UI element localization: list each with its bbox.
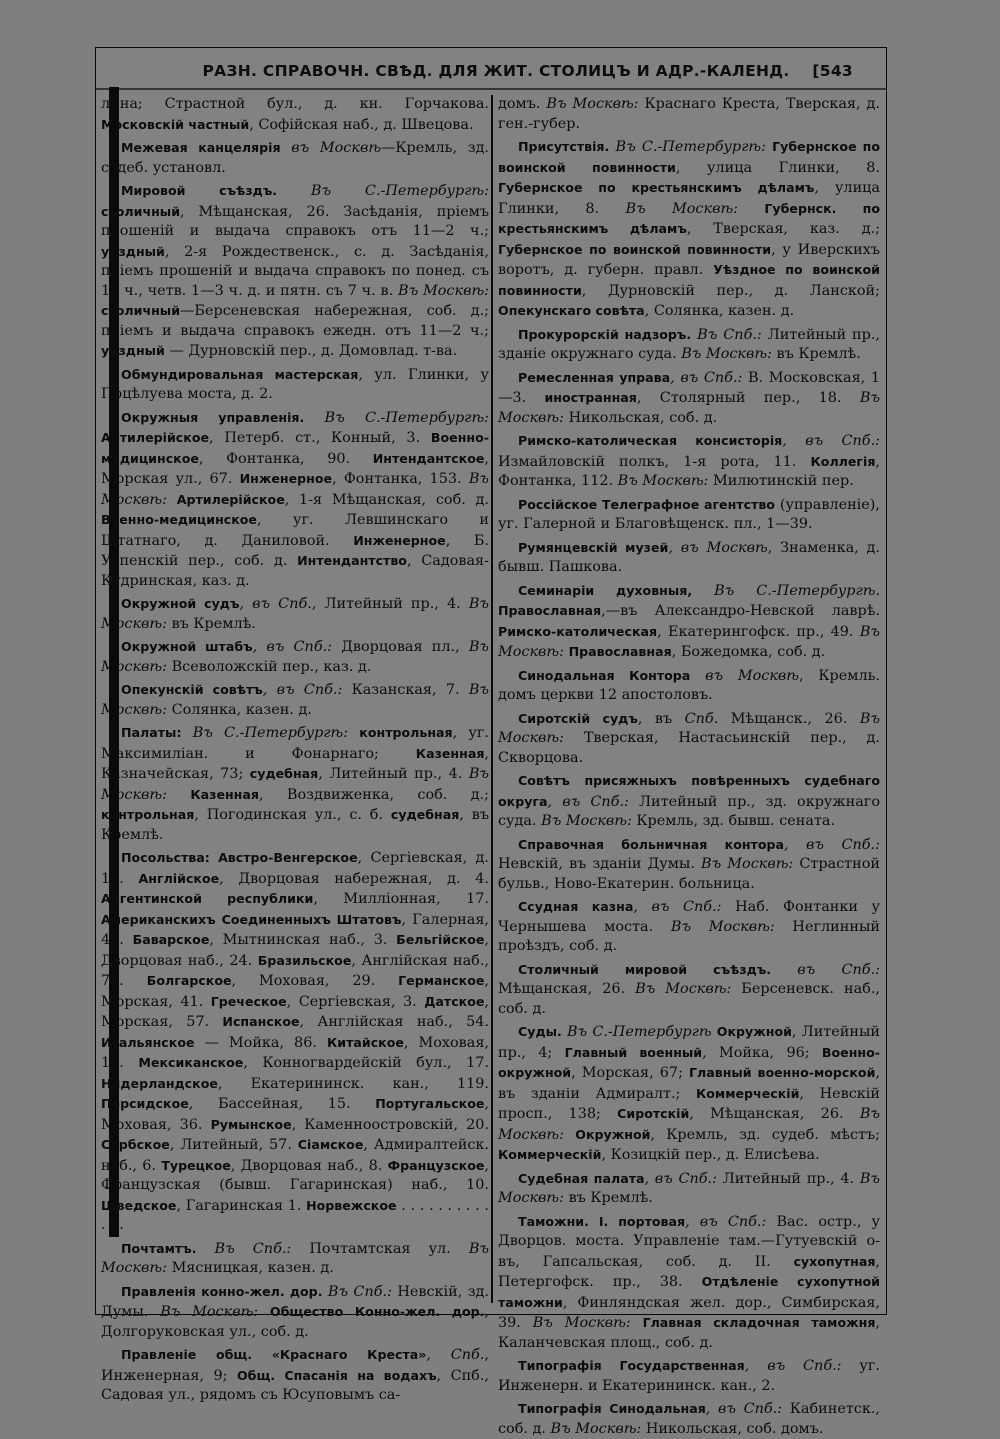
entry-city: Въ Москвѣ: — [498, 710, 880, 746]
entry-heading: Сиротскій — [617, 1106, 690, 1121]
entry-text: Невскій, зд. Думы. — [101, 1283, 489, 1320]
directory-entry — [101, 365, 489, 405]
entry-heading: Англійское — [138, 870, 220, 886]
entry-text: — Мойка, 86. — [194, 1034, 327, 1051]
entry-city: , въ Спб.: — [705, 1401, 790, 1417]
entry-heading: Казенная — [415, 745, 485, 761]
entry-text: , Сергіевская, д. 10. — [101, 850, 489, 887]
entry-heading: Столичный мировой съѣздъ. — [518, 961, 772, 977]
entry-text: , Финляндская жел. дор., Симбирская, 39. — [498, 1294, 880, 1331]
entry-city: , въ Спб.: — [744, 1358, 860, 1374]
entry-text: , Петерб. ст., Конный, 3. — [209, 430, 431, 446]
entry-heading: иностранная — [544, 390, 637, 405]
entry-text: , Казначейская, 73; — [101, 745, 489, 782]
entry-heading: Мировой съѣздъ. — [121, 183, 278, 198]
entry-heading: Суды. — [518, 1024, 562, 1039]
directory-entry — [498, 1399, 880, 1439]
entry-heading: Губернское по воинской повинности — [498, 139, 880, 175]
entry-text: Мѣщанск., 26. — [718, 710, 860, 727]
directory-entry — [101, 95, 489, 135]
entry-text: , Мытнинская наб., 3. — [209, 932, 397, 948]
directory-entry — [498, 1212, 880, 1354]
entry-heading: Обмундировальная мастерская — [121, 366, 359, 382]
entry-heading: Губернск. по крестьянскимъ дѣламъ — [498, 200, 880, 236]
entry-heading: Казенная — [190, 786, 259, 802]
entry-heading: Мексиканское — [138, 1055, 244, 1070]
entry-text: , Мѣщанская, 26. — [689, 1106, 860, 1122]
entry-text: , Литейный пр., 4. — [311, 596, 469, 612]
directory-entry — [498, 368, 880, 429]
entry-city: Въ Москвѣ: — [546, 96, 645, 112]
entry-text: Вас. остр., у Дворцов. моста. Управленіе там.—Гутуевскій о-въ, Гапсальская, соб. д. II. — [498, 1213, 880, 1270]
entry-text: Литейный пр., 4. — [722, 1170, 860, 1187]
entry-text: , Моховая, 29. — [231, 973, 399, 989]
entry-heading: Прокурорскій надзоръ. — [518, 326, 692, 342]
entry-city: Въ Москвѣ: — [498, 623, 880, 660]
entry-text: —Берсеневская набережная, соб. д.; пріемъ и выдача справокъ ежедн. отъ 11—2 ч.; — [101, 303, 489, 339]
entry-text: , Дурновскій пер., д. Ланской; — [581, 282, 880, 299]
entry-city: Въ Москвѣ: — [498, 390, 880, 426]
entry-heading: Интендантское — [372, 450, 485, 466]
directory-entry — [498, 1022, 880, 1166]
entry-text: Неглинный проѣздъ, соб. д. — [498, 918, 880, 954]
header-wavy-rule — [95, 84, 887, 94]
page-sheet — [95, 47, 887, 1437]
entry-text: В. Московская, 1—3. — [498, 369, 881, 406]
entry-city: , Спб. — [426, 1347, 485, 1363]
directory-entry — [498, 137, 880, 322]
entry-text: , Фонтанка, 90. — [198, 450, 373, 467]
entry-city: Въ Москвѣ: — [498, 1170, 880, 1206]
entry-text: , Галерная, 45. — [101, 911, 490, 948]
entry-heading: Румынское — [210, 1116, 292, 1132]
entry-heading: Таможни. — [518, 1213, 589, 1229]
entry-heading: Нидерландское — [101, 1075, 218, 1091]
entry-heading: Семинаріи духовныя, — [518, 582, 693, 598]
entry-city: Въ С.-Петербургѣ. — [692, 582, 880, 599]
entry-heading: Военно-окружной — [498, 1044, 880, 1080]
entry-heading: Губернское по воинской повинности — [498, 241, 772, 257]
entry-heading: Судебная палата — [518, 1170, 645, 1186]
entry-text: , Дворцовая наб., 8. — [230, 1157, 388, 1174]
entry-heading: Румянцевскій музей — [518, 539, 669, 555]
entry-city: , въ Спб.: — [784, 836, 880, 853]
directory-entry — [498, 538, 880, 578]
entry-heading: уѣздный — [101, 243, 165, 259]
entry-city: въ Москвѣ — [690, 667, 799, 684]
entry-heading: Коллегія — [810, 453, 876, 469]
right-column — [498, 95, 881, 1437]
entry-text: ,—въ Александро-Невской лаврѣ. — [601, 603, 880, 619]
entry-heading: Баварское — [132, 932, 210, 947]
entry-text: , Екатерингофск. пр., 49. — [657, 623, 860, 640]
entry-text: , Погодинская ул., с. б. — [194, 807, 391, 823]
entry-text: , въ — [637, 710, 685, 727]
entry-heading: Совѣтъ присяжныхъ повѣренныхъ судебнаго округа — [498, 773, 880, 809]
entry-heading: Окружной штабъ — [121, 639, 253, 654]
entry-text: , Дворцовая набережная, д. 4. — [219, 870, 489, 887]
entry-text: Берсеневск. наб., соб. д. — [498, 981, 880, 1017]
entry-heading: Аргентинской республики — [101, 891, 314, 906]
entry-heading: Бразильское — [257, 952, 352, 968]
entry-text: , 1-я Мѣщанская, соб. д. — [284, 491, 489, 508]
entry-city: Въ Москвѣ: — [101, 471, 489, 508]
entry-city: Въ Москвѣ: — [101, 766, 489, 803]
entry-heading: Окружныя управленія. — [121, 409, 305, 425]
entry-heading: Отдѣленіе сухопутной таможни — [498, 1274, 880, 1310]
directory-entry — [101, 1282, 489, 1343]
directory-entry — [101, 181, 489, 362]
entry-city: Въ С.-Петербургѣ: — [304, 409, 489, 426]
entry-text: , Козицкій пер., д. Елисѣева. — [601, 1147, 820, 1163]
entry-text: , Б. Успенскій пер., соб. д. — [101, 532, 489, 569]
entry-text: , Софійская наб., д. Швецова. — [249, 116, 474, 133]
entry-city: Въ Москвѣ: — [498, 1106, 880, 1143]
directory-entry — [498, 960, 880, 1020]
entry-text — [210, 850, 218, 866]
entry-heading: Инженерное — [353, 532, 446, 548]
entry-city: , въ Москвѣ — [668, 539, 768, 556]
entry-heading: Синодальная Контора — [518, 667, 691, 683]
entry-city: Въ Спб.: — [322, 1283, 398, 1300]
entry-heading: Типографія Государственная — [518, 1358, 745, 1373]
directory-entry — [498, 431, 880, 492]
header-title: РАЗН. СПРАВОЧН. СВѢД. ДЛЯ ЖИТ. СТОЛИЦЪ И АДР.-КАЛЕНД. — [202, 62, 790, 80]
entry-text: Никольская, соб. д. — [568, 409, 718, 426]
entry-text: , Англійская наб., 74. — [101, 952, 489, 989]
entry-text: въ Кремлѣ. — [171, 615, 256, 632]
entry-heading: Окружной — [716, 1024, 792, 1039]
entry-text: , Знаменка, д. бывш. Пашкова. — [498, 539, 880, 575]
column-divider — [491, 95, 493, 1303]
entry-heading: Сербское — [101, 1137, 170, 1152]
entry-heading: Типографія Синодальная — [518, 1401, 706, 1416]
entry-heading: Посольства: — [121, 850, 210, 865]
entry-text: Дворцовая пл., — [341, 639, 469, 655]
entry-text: , Морская ул., 67. — [101, 450, 489, 487]
entry-heading: Коммерческій — [695, 1085, 800, 1101]
entry-text: Мѣщанская, 26. — [498, 981, 636, 997]
entry-city: Въ Москвѣ: — [550, 1420, 646, 1437]
entry-text: Наб. Фонтанки у Чернышева моста. — [498, 899, 881, 935]
entry-text: , Божедомка, соб. д. — [671, 644, 826, 660]
entry-text: , ул. Глинки, у Поцѣлуева моста, д. 2. — [101, 366, 489, 402]
entry-heading: Почтамтъ. — [121, 1240, 197, 1256]
entry-text: , Долгоруковская ул., соб. д. — [101, 1304, 489, 1340]
entry-text: , Невскій просп., 138; — [498, 1085, 880, 1122]
entry-heading: Московскій частный — [101, 116, 250, 132]
entry-heading: Уѣздное по воинской повинности — [498, 262, 880, 298]
page-number: [543 — [812, 62, 853, 80]
entry-city: Въ Москвѣ: — [670, 918, 793, 935]
entry-city: Въ Москвѣ: — [541, 813, 637, 829]
entry-city: Въ Москвѣ: — [160, 1304, 270, 1320]
entry-text: Милютинскій пер. — [712, 473, 854, 489]
directory-entry — [498, 771, 880, 832]
entry-text: , Каланчевская площ., соб. д. — [498, 1315, 880, 1351]
entry-text: , Тверская, каз. д.; — [686, 221, 880, 237]
entry-text: Невскій, въ зданіи Думы. — [498, 856, 702, 872]
entry-heading: контрольная — [101, 807, 195, 822]
entry-text: , Кремль, зд. судеб. мѣстъ; — [650, 1126, 880, 1143]
entry-heading: Испанское — [222, 1014, 300, 1029]
entry-heading: Сиротскій судъ — [518, 710, 638, 726]
directory-entry — [498, 95, 880, 134]
entry-heading: Персидское — [101, 1096, 189, 1111]
entry-heading: Россійское Телеграфное агентство — [518, 496, 775, 512]
entry-text: въ Кремлѣ. — [776, 346, 861, 362]
entry-heading: уѣздный — [101, 343, 165, 358]
entry-heading: Бельгійское — [396, 932, 485, 947]
entry-city: Въ Москвѣ: — [101, 682, 490, 718]
entry-heading: Греческое — [210, 993, 287, 1009]
directory-entry — [498, 325, 880, 365]
directory-entry — [498, 581, 880, 663]
entry-heading: Артилерійское — [101, 430, 210, 445]
entry-city: Въ Москвѣ: — [101, 596, 489, 632]
entry-text: , Моховая, 36. — [101, 1096, 489, 1133]
entry-heading: Интендантство — [297, 553, 407, 568]
entry-city: Въ Москвѣ: — [398, 282, 489, 299]
entry-city: Въ Москвѣ: — [625, 200, 765, 217]
entry-text: , Столярный пер., 18. — [636, 390, 860, 406]
entry-text: Кабинетск., соб. д. — [498, 1401, 880, 1437]
entry-city: , въ Спб.: — [782, 433, 880, 449]
entry-text: Страстной бульв., Ново-Екатерин. больница. — [498, 856, 880, 892]
entry-heading: Португальское — [375, 1096, 485, 1111]
directory-entry — [101, 594, 489, 634]
entry-heading: Общество Конно-жел. дор. — [269, 1304, 485, 1319]
entry-heading: Артилерійское — [176, 491, 285, 507]
entry-city: Въ Москвѣ: — [101, 639, 490, 675]
entry-text: Краснаго Креста, Тверская, д. ген.-губер. — [498, 96, 880, 132]
entry-text: , въ Кремлѣ. — [101, 807, 489, 843]
entry-heading: Сіамское — [297, 1137, 364, 1152]
entry-text: , Воздвиженка, соб. д.; — [258, 786, 489, 803]
entry-text: , Гагаринская 1. — [176, 1197, 307, 1214]
entry-text: Литейный пр., зданіе окружнаго суда. — [498, 326, 880, 362]
directory-entry — [498, 897, 880, 957]
entry-city: въ Спб.: — [771, 961, 880, 978]
entry-text: , Милліонная, 17. — [313, 891, 489, 907]
directory-entry — [498, 666, 880, 706]
entry-city: , въ Спб.: — [252, 639, 342, 655]
entry-heading: Православная — [568, 644, 672, 659]
entry-text: , Англійская наб., 54. — [299, 1014, 490, 1030]
entry-text: , Адмиралтейск. наб., 6. — [101, 1137, 489, 1174]
entry-heading: Главная складочная таможня — [642, 1315, 876, 1330]
entry-heading: сухопутная — [793, 1253, 876, 1269]
entry-text: лина; Страстной бул., д. кн. Горчакова. — [101, 96, 489, 112]
entry-text: Всеволожскій пер., каз. д. — [171, 658, 372, 675]
entry-heading: Китайское — [326, 1034, 404, 1050]
entry-city: Въ Москвѣ: — [617, 473, 713, 489]
entry-heading: Ссудная казна — [518, 899, 634, 914]
entry-text: , Инженерная, 9; — [101, 1347, 489, 1384]
entry-text: , улица Глинки, 8. — [675, 159, 881, 176]
entry-text: , Мойка, 96; — [702, 1044, 822, 1061]
entry-heading: Опекунскій совѣтъ — [121, 682, 263, 697]
entry-heading: Правленія конно-жел. дор. — [121, 1283, 323, 1299]
entry-text: , Морская, 67; — [571, 1065, 689, 1081]
entry-heading: I. портовая — [588, 1213, 686, 1229]
entry-text: домъ. — [498, 96, 547, 112]
entry-text: уг. Инженерн. и Екатерининск. кан., 2. — [498, 1358, 880, 1394]
entry-heading: Губернское по крестьянскимъ дѣламъ — [498, 180, 815, 195]
entry-heading: Военно-медицинское — [101, 430, 489, 466]
directory-entry — [101, 1345, 489, 1406]
entry-heading: Правленіе общ. «Краснаго Креста» — [121, 1347, 427, 1362]
entry-city: Въ Москвѣ: — [701, 856, 800, 872]
entry-text: Казанская, 7. — [351, 682, 469, 698]
directory-entry — [101, 138, 489, 178]
entry-text: , Конногвардейскій бул., 17. — [243, 1055, 489, 1071]
directory-entry — [101, 723, 489, 845]
entry-city: Въ Москвѣ: — [101, 1240, 489, 1276]
entry-heading: судебная — [390, 807, 460, 822]
directory-entry — [101, 1239, 489, 1279]
entry-heading: Опекунскаго совѣта — [498, 303, 645, 318]
entry-text: , Французская (бывш. Гагаринская) наб., 10. — [101, 1157, 489, 1193]
entry-city: Въ Москвѣ: — [532, 1315, 643, 1331]
entry-city: , въ Спб.: — [685, 1213, 777, 1230]
entry-heading: столичный — [101, 303, 181, 318]
entry-heading: Справочная больничная контора — [518, 836, 785, 852]
entry-text: Кремль, зд. бывш. сената. — [636, 813, 836, 829]
entry-text: , Кремль. домъ церкви 12 апостоловъ. — [498, 667, 880, 703]
entry-text: , Дворцовая наб., 24. — [101, 932, 489, 969]
entry-heading: Французское — [387, 1157, 485, 1173]
entry-heading: столичный — [101, 203, 181, 219]
entry-text: , Петергофск. пр., 38. — [498, 1253, 880, 1290]
entry-heading: Присутствія. — [518, 139, 610, 154]
entry-city: , въ Спб.: — [670, 369, 748, 386]
entry-text: , Екатерининск. кан., 119. — [217, 1075, 489, 1092]
entry-text: , Каменноостровскій, 20. — [291, 1116, 489, 1133]
directory-entry — [498, 709, 880, 769]
entry-city: Въ Москвѣ: — [635, 981, 742, 997]
entry-heading: Инженерное — [239, 471, 333, 486]
entry-heading: Главный военный — [564, 1044, 703, 1060]
entry-heading: Окружной судъ — [121, 596, 240, 611]
entry-text: Тверская, Настасьинскій пер., д. Скворцова. — [498, 730, 880, 766]
directory-entry — [498, 495, 880, 535]
entry-text: , Морская, 41. — [101, 973, 489, 1010]
entry-text: , Моховая, 10. — [101, 1034, 489, 1071]
entry-text: , Сергіевская, 3. — [286, 993, 425, 1010]
entry-city: , въ Спб.: — [644, 1170, 723, 1187]
entry-text: , уг. Левшинскаго и Штатнаго, д. Даниловой. — [101, 512, 489, 549]
entry-text: , Литейный пр., 4. — [318, 766, 469, 782]
entry-text: —Кремль, зд. судеб. установл. — [101, 140, 490, 176]
entry-heading: Германское — [398, 973, 485, 988]
entry-city: Въ С.-Петербургѣ: — [609, 139, 773, 155]
entry-heading: контрольная — [359, 725, 453, 740]
entry-heading: Болгарское — [146, 973, 232, 988]
entry-text: , уг. Максимиліан. и Фонарнаго; — [101, 725, 489, 762]
entry-city: , въ Спб.: — [633, 899, 736, 915]
entry-text: , Фонтанка, 112. — [498, 453, 880, 489]
entry-city: , въ Спб.: — [547, 793, 640, 810]
entry-text: , Литейный, 57. — [169, 1137, 298, 1153]
directory-entry — [498, 1169, 880, 1209]
entry-text: , у Иверскихъ воротъ, д. губерн. правл. — [498, 241, 880, 278]
entry-text: , Фонтанка, 153. — [332, 471, 469, 487]
entry-heading: Американскихъ Соединенныхъ Штатовъ — [101, 911, 402, 927]
directory-entry — [101, 408, 489, 592]
entry-heading: Итальянское — [101, 1034, 195, 1050]
entry-heading: Коммерческій — [498, 1147, 602, 1162]
entry-city: , въ Спб. — [239, 596, 312, 612]
entry-text: Никольская, соб. домъ. — [645, 1420, 824, 1437]
entry-text: въ Кремлѣ. — [568, 1190, 653, 1206]
entry-text: Почтамтская ул. — [309, 1240, 469, 1257]
entry-heading: Австро-Венгерское — [218, 850, 358, 865]
entry-heading: Турецкое — [161, 1157, 231, 1173]
entry-text: Мясницкая, казен. д. — [171, 1260, 334, 1276]
entry-text: Измайловскій полкъ, 1-я рота, 11. — [498, 453, 811, 470]
entry-text: , Морская, 57. — [101, 993, 489, 1030]
directory-entry — [498, 1356, 880, 1396]
entry-heading: Главный военно-морской — [689, 1065, 876, 1080]
entry-text: , Бассейная, 15. — [188, 1096, 376, 1112]
entry-text: — Дурновскій пер., д. Домовлад. т-ва. — [164, 343, 458, 359]
entry-heading: Норвежское — [306, 1197, 397, 1213]
entry-text: , въ зданіи Адмиралт.; — [498, 1065, 880, 1102]
entry-text: . . . . . . . . . . . . . — [101, 1197, 489, 1233]
entry-text: , Солянка, казен. д. — [644, 303, 795, 319]
left-column — [101, 95, 490, 1403]
entry-heading: Римско-католическая консисторія — [518, 433, 783, 448]
entry-text: , Спб., Садовая ул., рядомъ съ Юсуповымъ са- — [101, 1367, 489, 1403]
entry-city: Въ С.-Петербургѣ — [561, 1024, 717, 1040]
entry-heading: Православная — [498, 603, 602, 618]
entry-city: Въ Спб.: — [691, 326, 768, 343]
entry-text: , Мѣщанская, 26. Засѣданія, пріемъ прошеній и выдача справокъ отъ 11—2 ч.; — [101, 203, 489, 239]
directory-entry — [101, 680, 489, 720]
entry-heading: Военно-медицинское — [101, 512, 257, 527]
entry-heading: Римско-католическая — [498, 623, 658, 639]
entry-heading: Шведское — [101, 1197, 177, 1213]
entry-city: Въ Спб.: — [196, 1240, 310, 1257]
entry-heading: Палаты: — [121, 725, 182, 740]
entry-city: Въ С.-Петербургѣ: — [181, 725, 360, 741]
entry-city: Въ Москвѣ: — [681, 346, 777, 362]
entry-text: Литейный пр., зд. окружнаго суда. — [498, 793, 881, 829]
entry-city: Спб. — [684, 710, 719, 727]
entry-text: Солянка, казен. д. — [171, 701, 312, 718]
entry-text: , 2-я Рождественск., с. д. Засѣданія, пріемъ прошеній и выдача справокъ по понед. съ 12 ч., четв. 1—3 ч. д. и пятн. съ 7 ч. в. — [101, 243, 489, 299]
entry-heading: судебная — [249, 766, 319, 781]
entry-heading: Датское — [424, 993, 485, 1009]
directory-entry — [101, 848, 489, 1236]
entry-text: , Садовая-Кудринская, каз. д. — [101, 553, 489, 589]
entry-text: , Литейный пр., 4; — [498, 1024, 880, 1061]
entry-city: въ Москвѣ — [280, 140, 382, 156]
running-header — [95, 62, 853, 80]
directory-entry — [498, 835, 880, 895]
entry-city: Въ С.-Петербургѣ: — [277, 183, 489, 199]
entry-heading: Окружной — [575, 1126, 651, 1142]
entry-text: , улица Глинки, 8. — [498, 180, 880, 217]
entry-heading: Межевая канцелярія — [121, 140, 281, 155]
directory-entry — [101, 637, 489, 677]
entry-heading: Общ. Спасанія на водахъ — [236, 1367, 437, 1383]
entry-text: (управленіе), уг. Галерной и Благовѣщенск. пл., 1—39. — [498, 496, 880, 532]
entry-city: , въ Спб.: — [262, 682, 352, 698]
entry-heading: Ремесленная управа — [518, 369, 671, 385]
